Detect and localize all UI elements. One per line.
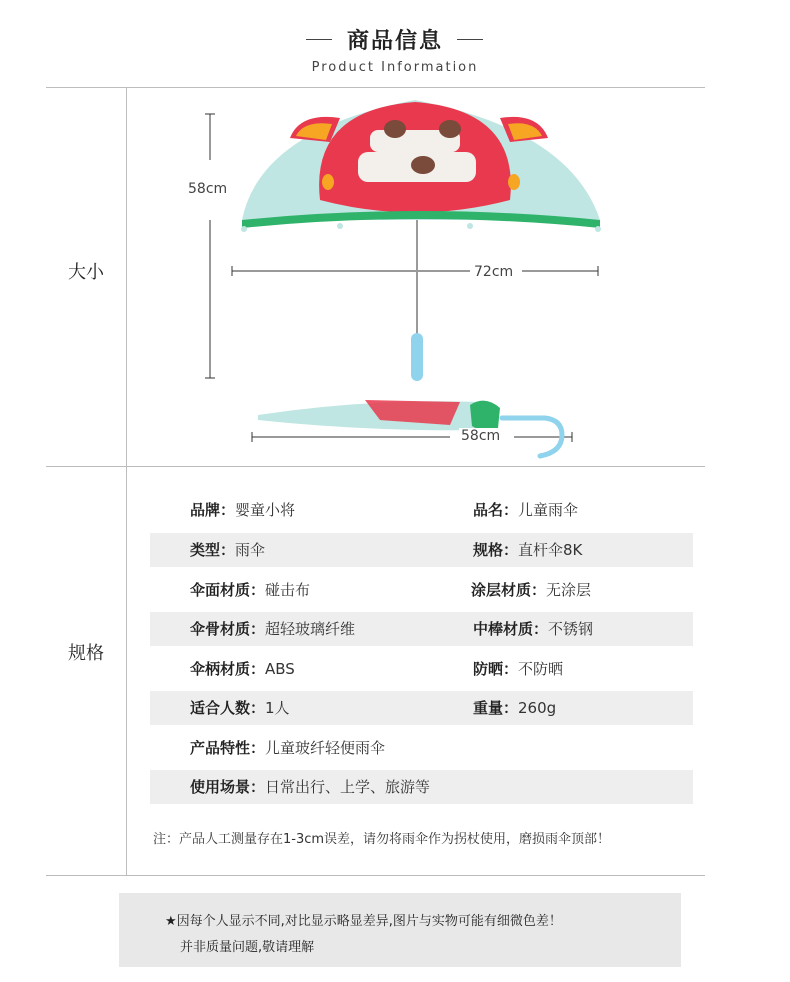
spec-key: 产品特性： — [190, 739, 266, 757]
spec-value: 碰击布 — [265, 581, 311, 599]
spec-cell — [190, 731, 385, 765]
umbrella-size-illustration — [180, 90, 620, 465]
spec-cell — [473, 612, 593, 646]
spec-row — [150, 573, 693, 607]
measurement-note: 注：产品人工测量存在1-3cm误差，请勿将雨伞作为拐杖使用，磨损雨伞顶部！ — [153, 832, 611, 847]
spec-value: 婴童小将 — [235, 501, 296, 519]
spec-row — [150, 691, 693, 725]
folded-length-label: 58cm — [461, 428, 501, 444]
disclaimer-box — [119, 893, 681, 967]
spec-cell — [190, 652, 295, 686]
size-section-label: 大小 — [68, 262, 104, 283]
spec-cell — [473, 691, 556, 725]
spec-key: 伞骨材质： — [190, 620, 266, 638]
height-dimension-label: 58cm — [188, 181, 228, 197]
spec-value: 1人 — [265, 699, 290, 717]
spec-key: 品牌： — [190, 501, 236, 519]
spec-value: 儿童玻纤轻便雨伞 — [265, 739, 386, 757]
spec-value: 日常出行、上学、旅游等 — [265, 778, 431, 796]
middle-divider — [46, 466, 705, 467]
spec-key: 中棒材质： — [473, 620, 549, 638]
spec-row — [150, 493, 693, 527]
bottom-divider — [46, 875, 705, 876]
umbrella-drawing — [180, 90, 620, 465]
title-right-dash — [457, 39, 483, 40]
spec-cell — [473, 652, 563, 686]
spec-key: 防晒： — [473, 660, 519, 678]
spec-value: 不防晒 — [518, 660, 564, 678]
spec-row — [150, 533, 693, 567]
spec-value: ABS — [265, 660, 295, 678]
spec-value: 超轻玻璃纤维 — [265, 620, 356, 638]
spec-key: 类型： — [190, 541, 236, 559]
page-subtitle: Product Information — [311, 60, 479, 75]
page-title: 商品信息 — [346, 29, 443, 54]
spec-key: 伞柄材质： — [190, 660, 266, 678]
spec-row — [150, 770, 693, 804]
spec-key: 使用场景： — [190, 778, 266, 796]
spec-section-label: 规格 — [68, 643, 104, 664]
spec-cell — [190, 770, 430, 804]
spec-key: 品名： — [473, 501, 519, 519]
width-dimension-label: 72cm — [474, 264, 514, 280]
spec-value: 无涂层 — [546, 581, 592, 599]
spec-cell — [190, 612, 355, 646]
disclaimer-line-2: 并非质量问题,敬请理解 — [180, 940, 315, 955]
disclaimer-line-1: ★因每个人显示不同,对比显示略显差异,图片与实物可能有细微色差！ — [165, 914, 562, 929]
top-divider — [46, 87, 705, 88]
spec-cell — [190, 533, 265, 567]
spec-row — [150, 731, 693, 765]
spec-cell — [190, 493, 295, 527]
spec-key: 涂层材质： — [471, 581, 547, 599]
page-header — [0, 0, 790, 88]
spec-key: 规格： — [473, 541, 519, 559]
spec-cell — [473, 533, 582, 567]
spec-row — [150, 612, 693, 646]
spec-value: 直杆伞8K — [518, 541, 583, 559]
spec-row — [150, 652, 693, 686]
label-column-divider — [126, 88, 127, 875]
spec-cell — [471, 573, 591, 607]
spec-cell — [190, 573, 310, 607]
spec-value: 儿童雨伞 — [518, 501, 579, 519]
spec-cell — [190, 691, 290, 725]
spec-key: 伞面材质： — [190, 581, 266, 599]
spec-key: 重量： — [473, 699, 519, 717]
spec-value: 不锈钢 — [548, 620, 594, 638]
spec-value: 雨伞 — [235, 541, 266, 559]
spec-key: 适合人数： — [190, 699, 266, 717]
spec-value: 260g — [518, 699, 557, 717]
spec-cell — [473, 493, 578, 527]
